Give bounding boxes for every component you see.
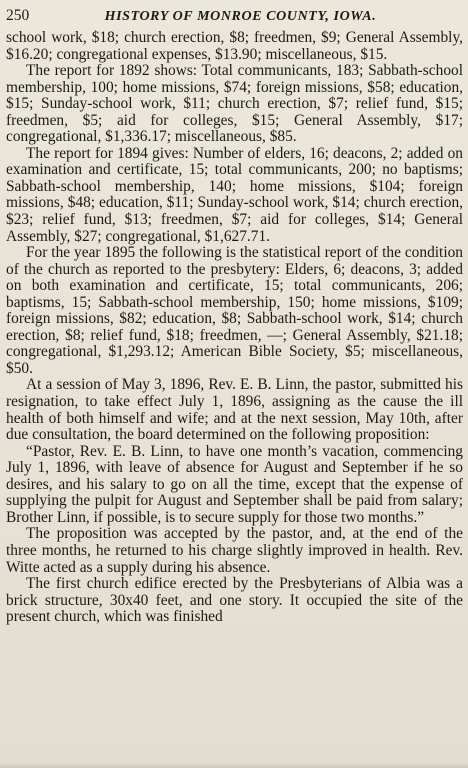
paragraph-continuation: school work, $18; church erection, $8; freedmen, $9; General Assembly, $16.20; congregational expenses, $13.90; miscellaneous, $15. (6, 29, 463, 63)
paragraph-resignation: At a session of May 3, 1896, Rev. E. B. Linn, the pastor, submitted his resignation, to take effect July 1, 1896, assigning as the cause the ill health of both himself and wife; and at the next session, May 10th, after due consultation, the board determined on the following proposition: (6, 376, 463, 444)
page-number: 250 (6, 7, 30, 24)
page-edge-shadow (0, 762, 468, 768)
paragraph-first-church-edifice: The first church edifice erected by the Presbyterians of Albia was a brick structure, 30x40 feet, and one story. It occupied the site of the present church, which was finished (6, 575, 463, 626)
paragraph-report-1892: The report for 1892 shows: Total communicants, 183; Sabbath-school membership, 100; home missions, $74; foreign missions, $58; education, $15; Sunday-school work, $11; church erection, $7; relief fund, $15; freedmen, $5; aid for colleges, $15; General Assembly, $17; congregational, $1,336.17; miscellaneous, $85. (6, 62, 463, 146)
body-text (6, 30, 463, 626)
paragraph-report-1895: For the year 1895 the following is the statistical report of the condition of the church as reported to the presbytery: Elders, 6; deacons, 3; added on both examination and certificate, 15; total communicants, 206; baptisms, 15; Sabbath-school membership, 150; home missions, $109; foreign missions, $82; education, $8; Sabbath-school work, $14; church erection, $8; relief fund, $18; freedmen, —; General Assembly, $21.18; congregational, $1,293.12; American Bible Society, $5; miscellaneous, $50. (6, 244, 463, 377)
paragraph-proposition-quote: “Pastor, Rev. E. B. Linn, to have one month’s vacation, commencing July 1, 1896, with leave of absence for August and September if he so desires, and his salary to go on all the time, except that the expense of supplying the pulpit for August and September shall be paid from salary; Brother Linn, if possible, is to secure supply for those two months.” (6, 442, 463, 526)
paragraph-report-1894: The report for 1894 gives: Number of elders, 16; deacons, 2; added on examination and certificate, 15; total communicants, 200; no baptisms; Sabbath-school membership, 140; home missions, $104; foreign missions, $48; education, $11; Sunday-school work, $14; church erection, $23; relief fund, $13; freedmen, $7; aid for colleges, $14; General Assembly, $27; congregational, $1,627.71. (6, 144, 463, 245)
running-title: HISTORY OF MONROE COUNTY, IOWA. (104, 9, 377, 24)
running-head (6, 2, 463, 30)
paragraph-proposition-accepted: The proposition was accepted by the pastor, and, at the end of the three months, he returned to his charge slightly improved in health. Rev. Witte acted as a supply during his absence. (6, 525, 463, 576)
